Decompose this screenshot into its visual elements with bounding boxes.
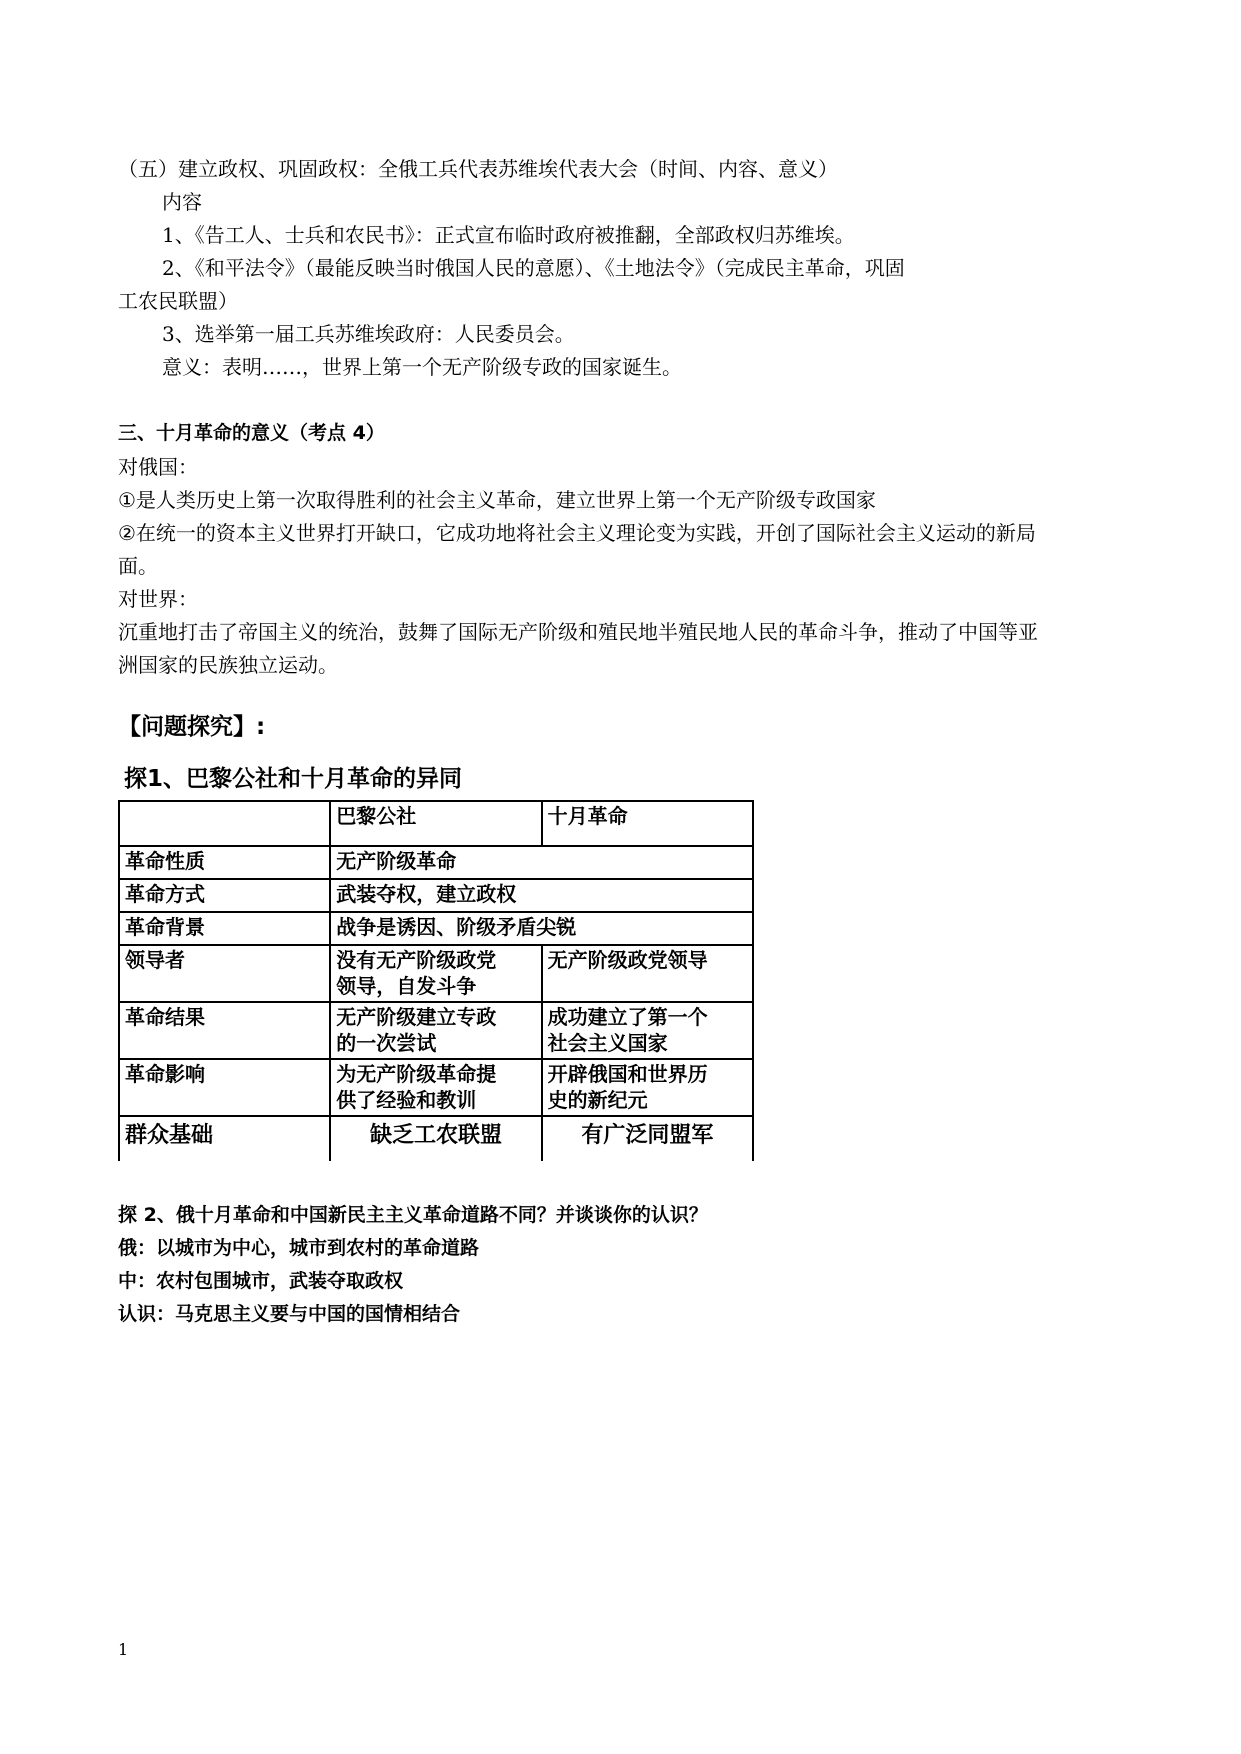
cell-line: 为无产阶级革命提	[336, 1062, 497, 1086]
row-label-cell: 革命结果	[119, 1002, 330, 1059]
cell-line: 开辟俄国和世界历	[547, 1062, 708, 1086]
october-cell	[542, 1116, 753, 1161]
cell-line: 缺乏工农联盟	[369, 1123, 502, 1148]
cell-line: 成功建立了第一个	[547, 1005, 708, 1029]
content-item-2-line2: 工农民联盟）	[118, 289, 238, 313]
significance-line: 意义：表明……，世界上第一个无产阶级专政的国家诞生。	[162, 355, 682, 379]
table-header-cell: 十月革命	[542, 801, 753, 846]
table-row	[119, 1002, 753, 1059]
cell-line: 史的新纪元	[547, 1088, 648, 1112]
paris-cell	[330, 1059, 541, 1116]
merged-cell: 战争是诱因、阶级矛盾尖锐	[330, 912, 753, 945]
content-label: 内容	[162, 190, 202, 214]
cell-line: 领导，自发斗争	[336, 974, 477, 998]
table-header-cell	[119, 801, 330, 846]
probe1-title: 探1、巴黎公社和十月革命的异同	[124, 766, 463, 792]
inquiry-heading: 【问题探究】:	[118, 714, 266, 740]
russia-point-2-line1: ②在统一的资本主义世界打开缺口，它成功地将社会主义理论变为实践，开创了国际社会主义运动的新局	[118, 521, 1036, 545]
content-item-3: 3、选举第一届工兵苏维埃政府：人民委员会。	[162, 322, 575, 346]
row-label-cell: 革命背景	[119, 912, 330, 945]
paris-cell	[330, 1002, 541, 1059]
table-row	[119, 879, 753, 912]
russia-point-1: ①是人类历史上第一次取得胜利的社会主义革命，建立世界上第一个无产阶级专政国家	[118, 488, 876, 512]
merged-cell: 武装夺权，建立政权	[330, 879, 753, 912]
answer-view: 认识：马克思主义要与中国的国情相结合	[118, 1303, 461, 1325]
cell-line: 没有无产阶级政党	[336, 948, 497, 972]
october-cell	[542, 1002, 753, 1059]
paris-cell	[330, 945, 541, 1002]
cell-line: 无产阶级政党领导	[547, 948, 708, 972]
cell-line: 的一次尝试	[336, 1031, 437, 1055]
row-label-cell: 群众基础	[119, 1116, 330, 1161]
content-item-1: 1、《告工人、士兵和农民书》：正式宣布临时政府被推翻，全部政权归苏维埃。	[162, 223, 855, 247]
cell-line: 无产阶级建立专政	[336, 1005, 497, 1029]
russia-point-2-line2: 面。	[118, 554, 158, 578]
table-header-row	[119, 801, 753, 846]
table-row	[119, 846, 753, 879]
table-row	[119, 945, 753, 1002]
paris-cell	[330, 1116, 541, 1161]
russia-label: 对俄国：	[118, 455, 198, 479]
cell-line: 社会主义国家	[547, 1031, 668, 1055]
cell-line: 供了经验和教训	[336, 1088, 477, 1112]
table-header-cell: 巴黎公社	[330, 801, 541, 846]
cell-line: 有广泛同盟军	[581, 1123, 714, 1148]
october-cell	[542, 1059, 753, 1116]
row-label-cell: 领导者	[119, 945, 330, 1002]
answer-russia: 俄：以城市为中心，城市到农村的革命道路	[118, 1237, 480, 1259]
table-row	[119, 912, 753, 945]
row-label-cell: 革命影响	[119, 1059, 330, 1116]
content-item-2-line1: 2、《和平法令》（最能反映当时俄国人民的意愿）、《土地法令》（完成民主革命，巩固	[162, 256, 905, 280]
row-label-cell: 革命性质	[119, 846, 330, 879]
probe2-title: 探 2、俄十月革命和中国新民主主义革命道路不同？并谈谈你的认识？	[118, 1204, 708, 1226]
table-row	[119, 1116, 753, 1161]
world-point-line2: 洲国家的民族独立运动。	[118, 653, 338, 677]
merged-cell: 无产阶级革命	[330, 846, 753, 879]
world-label: 对世界：	[118, 587, 198, 611]
comparison-table	[118, 800, 754, 1161]
world-point-line1: 沉重地打击了帝国主义的统治，鼓舞了国际无产阶级和殖民地半殖民地人民的革命斗争，推动了中国等亚	[118, 620, 1038, 644]
page-number: 1	[118, 1640, 129, 1659]
row-label-cell: 革命方式	[119, 879, 330, 912]
october-cell	[542, 945, 753, 1002]
section3-title: 三、十月革命的意义（考点 4）	[118, 422, 385, 444]
section5-heading: （五）建立政权、巩固政权：全俄工兵代表苏维埃代表大会（时间、内容、意义）	[118, 157, 838, 181]
answer-china: 中：农村包围城市，武装夺取政权	[118, 1270, 404, 1292]
table-row	[119, 1059, 753, 1116]
